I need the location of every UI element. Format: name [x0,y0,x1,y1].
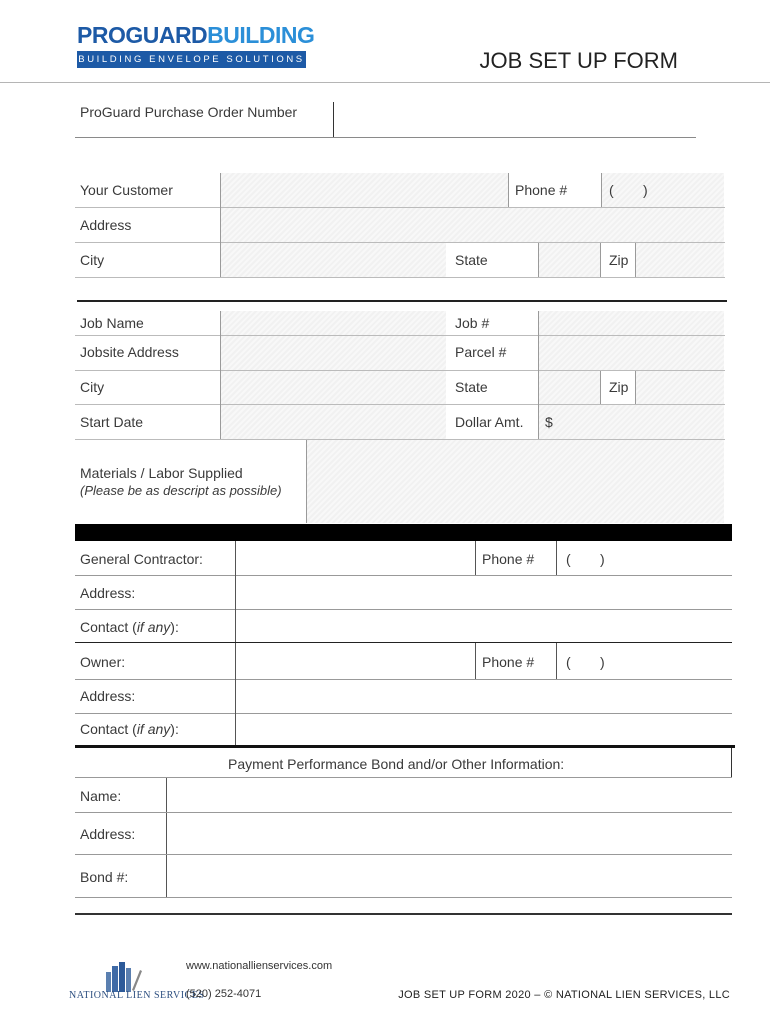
job-row-line [75,335,725,336]
job-number-label: Job # [455,315,490,331]
customer-state-label: State [455,252,488,268]
logo-main-text: PROGUARD [77,22,208,48]
gc-phone-close: ) [600,551,605,567]
bond-name-label: Name: [80,788,122,804]
your-customer-label: Your Customer [80,182,173,198]
customer-row-line [75,207,725,208]
bond-heading: Payment Performance Bond and/or Other Information: [228,756,565,772]
customer-row-line [75,277,725,278]
gc-contact-end: ): [170,619,179,635]
section-divider [77,300,727,302]
parcel-number-field[interactable] [539,336,724,370]
gc-contact-label [80,619,179,635]
bond-address-label: Address: [80,826,136,842]
gc-phone-label: Phone # [482,551,535,567]
footer-website[interactable]: www.nationallienservices.com [186,960,333,972]
gc-phone-field[interactable] [557,542,732,575]
job-number-field[interactable] [539,311,724,335]
customer-col-line [600,243,601,277]
customer-address-field[interactable] [221,208,724,242]
job-col-line [306,440,307,523]
gc-col-line [475,541,476,575]
header-divider [0,82,770,83]
bond-address-field[interactable] [167,813,732,854]
customer-zip-label: Zip [609,252,629,268]
bond-name-field[interactable] [167,779,732,812]
po-underline [75,137,696,138]
bond-number-field[interactable] [167,855,732,897]
job-state-label: State [455,379,488,395]
customer-phone-open: ( [609,182,614,198]
form-title: JOB SET UP FORM [479,48,678,73]
job-city-field[interactable] [221,371,446,404]
start-date-label: Start Date [80,414,144,430]
owner-phone-label: Phone # [482,654,535,670]
bond-number-label: Bond #: [80,869,129,885]
customer-phone-close: ) [643,182,648,198]
customer-city-field[interactable] [221,243,446,277]
owner-contact-label [80,721,179,737]
owner-contact-end: ): [170,721,179,737]
dollar-sign: $ [545,414,553,430]
gc-label: General Contractor: [80,551,203,567]
job-name-label: Job Name [80,315,144,331]
owner-name-field[interactable] [236,644,475,679]
po-number-label: ProGuard Purchase Order Number [80,104,298,120]
customer-col-line [508,173,509,207]
job-city-label: City [80,379,105,395]
owner-contact-text: Contact ( [80,721,137,737]
customer-zip-field[interactable] [636,243,724,277]
jobsite-address-label: Jobsite Address [80,344,179,360]
materials-field[interactable] [307,440,724,523]
start-date-field[interactable] [221,405,446,439]
owner-phone-close: ) [600,654,605,670]
materials-note: (Please be as descript as possible) [80,483,282,498]
logo-tagline: BUILDING ENVELOPE SOLUTIONS [77,51,306,68]
owner-phone-open: ( [566,654,571,670]
gc-phone-open: ( [566,551,571,567]
customer-col-line [601,173,602,207]
job-name-field[interactable] [221,311,446,335]
job-col-line [635,371,636,404]
section-band [75,524,732,541]
owner-label: Owner: [80,654,126,670]
job-zip-label: Zip [609,379,629,395]
gc-bottom-line [75,642,732,643]
owner-contact-if-any: if any [136,721,171,737]
bond-heading-edge [731,748,732,778]
bond-row-line [75,897,732,898]
bond-heading-line [75,777,732,778]
owner-contact-field[interactable] [236,714,732,745]
national-lien-logo-text: NATIONAL LIEN SERVICES [69,990,205,1001]
owner-phone-field[interactable] [557,644,732,679]
gc-contact-text: Contact ( [80,619,137,635]
bond-bottom-line [75,913,732,915]
job-col-line [600,371,601,404]
gc-address-field[interactable] [236,576,732,609]
customer-col-line [635,243,636,277]
footer-copyright: JOB SET UP FORM 2020 – © NATIONAL LIEN SERVICES, LLC [398,989,730,1001]
gc-address-label: Address: [80,585,136,601]
dollar-amount-label: Dollar Amt. [455,414,524,430]
national-lien-logo-icon [100,962,145,992]
logo-accent-text: BUILDING [207,22,315,48]
gc-contact-if-any: if any [136,619,171,635]
customer-col-line [538,243,539,277]
customer-phone-label: Phone # [515,182,568,198]
job-zip-field[interactable] [636,371,724,404]
owner-bottom-line [75,745,735,748]
customer-state-field[interactable] [539,243,600,277]
owner-address-label: Address: [80,688,136,704]
gc-contact-field[interactable] [236,610,732,642]
customer-city-label: City [80,252,105,268]
proguard-logo [77,22,314,48]
job-state-field[interactable] [539,371,600,404]
customer-address-label: Address [80,217,132,233]
job-row-line [75,439,725,440]
footer-phone: (520) 252-4071 [186,988,262,1000]
job-col-line [220,311,221,439]
customer-phone-field[interactable] [602,173,724,207]
dollar-amount-field[interactable] [539,405,724,439]
job-row-line [75,404,725,405]
customer-row-line [75,242,725,243]
jobsite-address-field[interactable] [221,336,446,370]
materials-label: Materials / Labor Supplied [80,465,243,481]
owner-col-line [475,643,476,679]
po-number-field[interactable] [334,104,696,137]
job-row-line [75,370,725,371]
customer-name-field[interactable] [221,173,508,207]
customer-col-line [220,173,221,277]
parcel-label: Parcel # [455,344,507,360]
owner-address-field[interactable] [236,680,732,713]
gc-name-field[interactable] [236,542,475,575]
job-col-line [538,311,539,439]
